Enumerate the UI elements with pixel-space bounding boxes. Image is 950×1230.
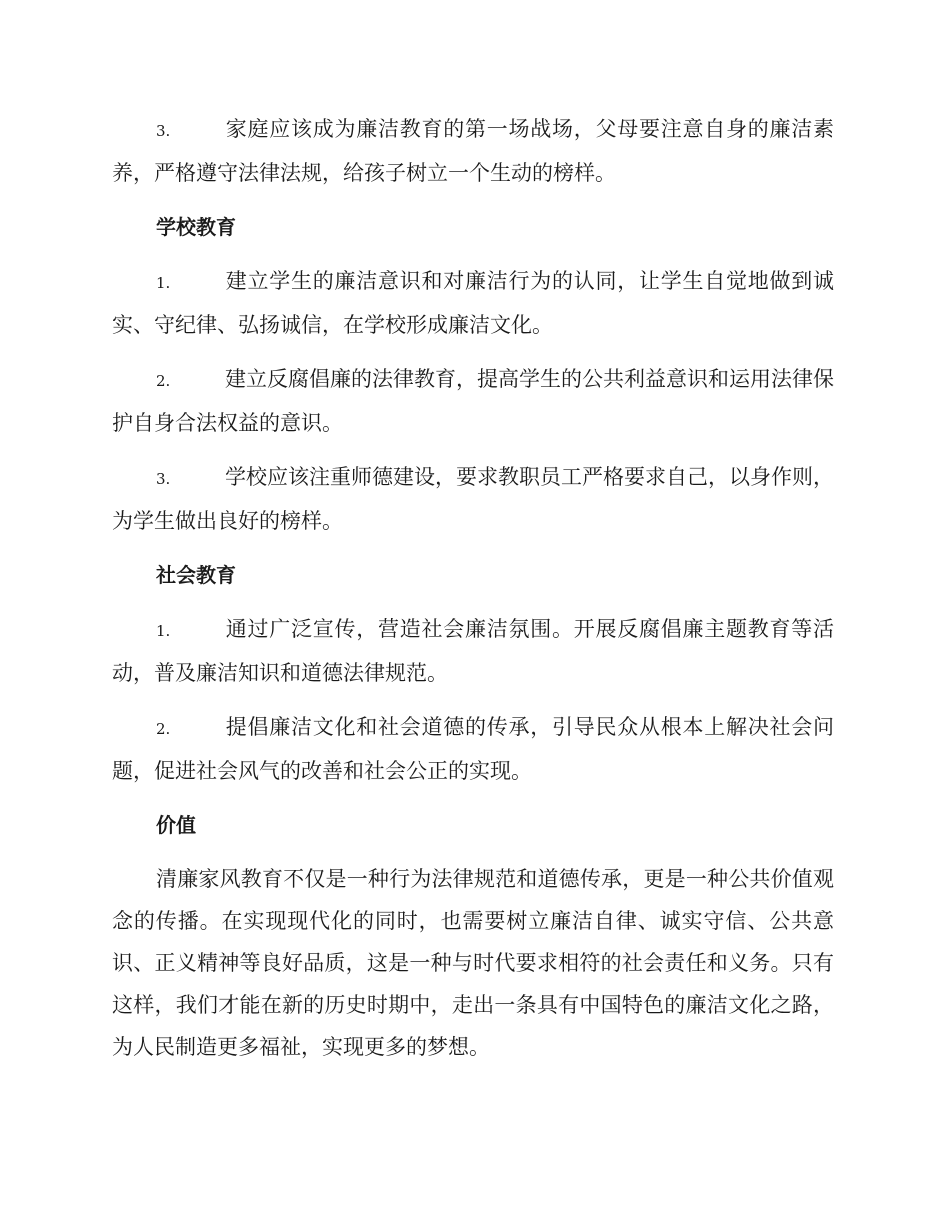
list-number: 1. (156, 274, 171, 292)
value-paragraph: 清廉家风教育不仅是一种行为法律规范和道德传承，更是一种公共价值观念的传播。在实现现代化的同时，也需要树立廉洁自律、诚实守信、公共意识、正义精神等良好品质，这是一种与时代要求相符的社会责任和义务。只有这样，我们才能在新的历史时期中，走出一条具有中国特色的廉洁文化之路，为人民制造更多福祉，实现更多的梦想。 (112, 867, 834, 1059)
list-item-text: 提倡廉洁文化和社会道德的传承，引导民众从根本上解决社会问题，促进社会风气的改善和社会公正的实现。 (112, 715, 834, 783)
list-item-text: 建立反腐倡廉的法律教育，提高学生的公共利益意识和运用法律保护自身合法权益的意识。 (112, 367, 834, 435)
list-item (112, 260, 834, 346)
list-item-text: 建立学生的廉洁意识和对廉洁行为的认同，让学生自觉地做到诚实、守纪律、弘扬诚信，在学校形成廉洁文化。 (112, 269, 834, 337)
section-heading-society: 社会教育 (156, 563, 236, 587)
list-item-text: 家庭应该成为廉洁教育的第一场战场，父母要注意自身的廉洁素养，严格遵守法律法规，给孩子树立一个生动的榜样。 (112, 117, 834, 185)
list-number: 3. (156, 122, 171, 140)
list-item (112, 608, 834, 694)
list-item-text: 通过广泛宣传，营造社会廉洁氛围。开展反腐倡廉主题教育等活动，普及廉洁知识和道德法律规范。 (112, 617, 834, 685)
document-body (112, 108, 834, 1080)
list-item-text: 学校应该注重师德建设，要求教职员工严格要求自己，以身作则，为学生做出良好的榜样。 (112, 465, 834, 533)
section-heading-value: 价值 (156, 813, 196, 837)
list-number: 1. (156, 622, 171, 640)
list-item (112, 706, 834, 792)
list-number: 2. (156, 720, 171, 738)
list-item (112, 456, 834, 542)
list-number: 3. (156, 470, 171, 488)
section-heading-school: 学校教育 (156, 215, 236, 239)
list-number: 2. (156, 372, 171, 390)
list-item (112, 108, 834, 194)
list-item (112, 358, 834, 444)
